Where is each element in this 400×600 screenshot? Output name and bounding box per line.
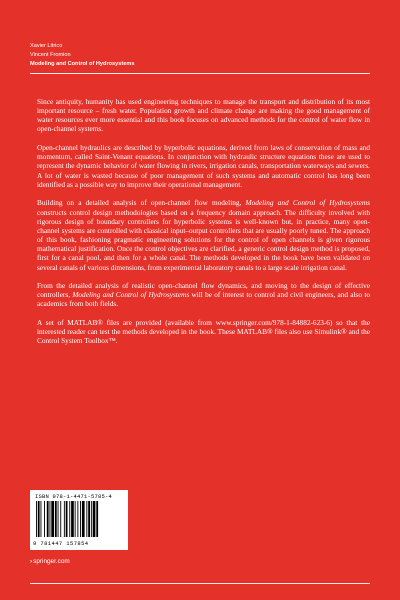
barcode-bar — [64, 501, 65, 537]
author-name: Xavier Litrico — [30, 43, 63, 49]
barcode-bar — [36, 501, 37, 537]
barcode-bar — [82, 501, 85, 537]
blurb-paragraph: From the detailed analysis of realistic open-channel flow dynamics, and moving to the design of effective controllers, Modeling and Control of Hydrosystems will be of interest to control and civil engineers, and also to academics from both fields. — [37, 281, 370, 309]
barcode-bar — [71, 501, 74, 537]
barcode-bar — [60, 501, 61, 537]
author-title-block — [30, 42, 134, 68]
barcode-bar — [47, 501, 49, 537]
barcode-bar — [50, 501, 51, 537]
barcode-bar — [51, 501, 54, 537]
barcode-bar — [96, 501, 98, 537]
blurb-paragraph: A set of MATLAB® files are provided (available from www.springer.com/978-1-84882-623-6) so that the interested reader can test the methods developed in the book. These MATLAB® files also use Simulink® and the Control System Toolbox™. — [37, 318, 370, 346]
blurb-paragraph: Building on a detailed analysis of open-channel flow modeling, Modeling and Control of Hydrosystems constructs control design methodologies based on a frequency domain approach. The difficulty involved with rigorous design of boundary controllers for hyperbolic systems is well-known but, in practice, many open-channel systems are controlled with classical input–output controllers that are usually poorly tuned. The approach of this book, fashioning pragmatic engineering solutions for the control of open channels is given rigorous mathematical justification. Once the control objectives are clarified, a generic control design method is proposed, first for a canal pool, and then for a whole canal. The methods developed in the book have been validated on several canals of various dimensions, from experimental laboratory canals to a large scale irrigation canal. — [37, 198, 370, 272]
blurb-paragraph: Since antiquity, humanity has used engineering techniques to manage the transport and distribution of its most important resource – fresh water. Population growth and climate change are making the good management of water resources ever more essential and this book focuses on advanced methods for the control of water flow in open-channel systems. — [37, 97, 370, 134]
barcode-bar — [44, 501, 45, 537]
barcode-bar — [58, 501, 59, 537]
barcode-bar — [93, 501, 96, 537]
springer-chevron-icon: › — [30, 558, 33, 565]
book-title-italic: Modeling and Control of Hydrosystems — [72, 290, 190, 300]
barcode-digits: 9 781447 157854 — [33, 540, 89, 547]
top-divider — [30, 73, 370, 74]
isbn-barcode — [30, 490, 128, 550]
barcode-bar — [86, 501, 87, 537]
barcode-bar — [77, 501, 78, 537]
barcode-bar — [80, 501, 81, 537]
author-name: Vincent Fromion — [30, 51, 71, 58]
barcode-bar — [69, 501, 70, 537]
isbn-label: ISBN 978-1-4471-5785-4 — [35, 493, 113, 500]
barcode-bar — [91, 501, 92, 537]
barcode-bar — [88, 501, 90, 537]
barcode-bar — [66, 501, 68, 537]
barcode-bar — [41, 501, 42, 537]
publisher-name: springer.com — [33, 558, 70, 565]
barcode-bar — [55, 501, 57, 537]
blurb — [37, 97, 370, 355]
book-title-italic: Modeling and Control of Hydrosystems — [245, 198, 370, 208]
barcode-bars — [36, 501, 122, 537]
bottom-divider — [30, 583, 370, 584]
barcode-bar — [38, 501, 40, 537]
book-title: Modeling and Control of Hydrosystems — [30, 60, 135, 67]
barcode-bar — [75, 501, 76, 537]
publisher-link[interactable] — [30, 558, 70, 565]
blurb-paragraph: Open-channel hydraulics are described by hyperbolic equations, derived from laws of conservation of mass and momentum, called Saint-Venant equations. In conjunction with hydraulic structure equations these are used to represent the dynamic behavior of water flowing in rivers, irrigation canals, transportation waterways and sewers. A lot of water is wasted because of poor management of such systems and automatic control has long been identified as a possible way to improve their operational management. — [37, 143, 370, 189]
